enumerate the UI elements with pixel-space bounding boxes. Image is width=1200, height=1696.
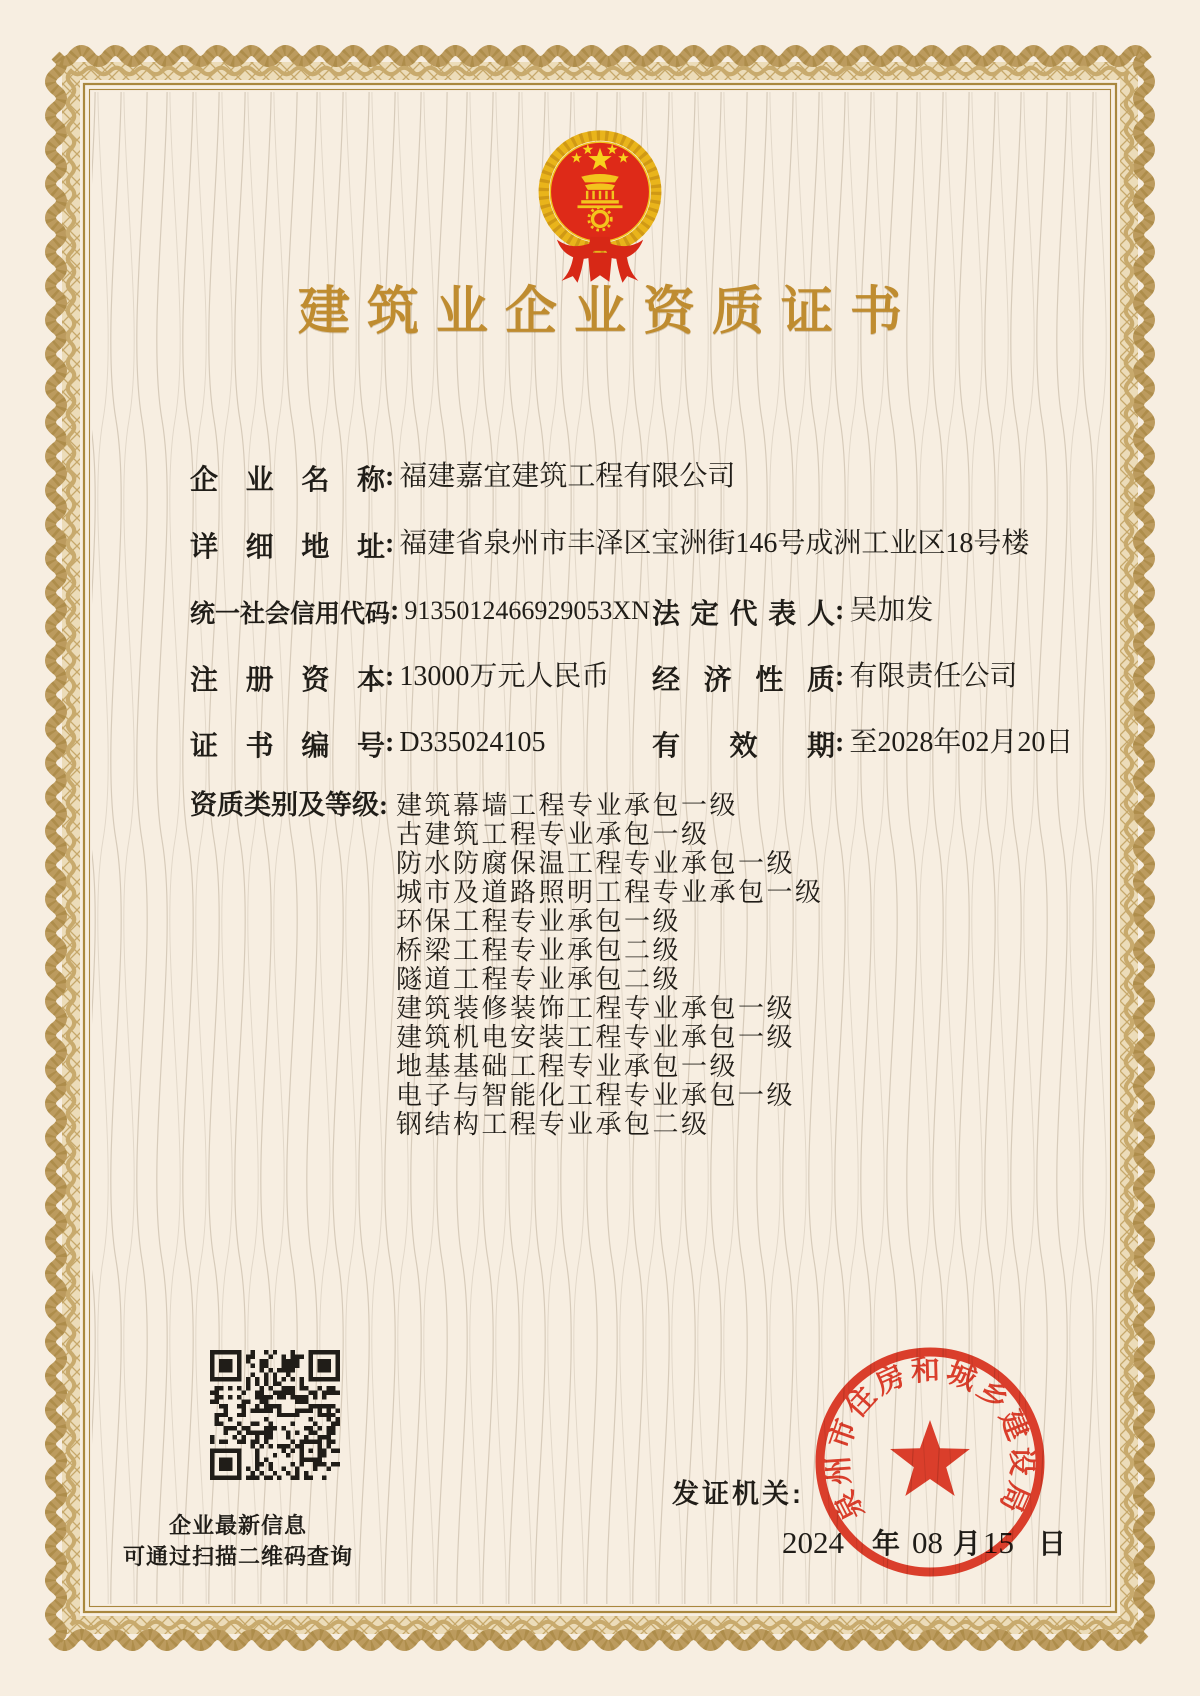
- year-unit: 年: [872, 1528, 901, 1559]
- capital-value: 13000万元人民币: [399, 661, 610, 692]
- colon: :: [385, 661, 395, 692]
- colon: :: [835, 595, 845, 626]
- certificate-title: 建筑业企业资质证书: [297, 284, 919, 341]
- credit-code-label: 统一社会信用代码: [190, 601, 391, 628]
- field-row-credit-code: [190, 594, 1120, 628]
- capital-label: 注册资本: [190, 665, 385, 696]
- seal-arc-text: 泉州市住房和城乡建设局: [822, 1354, 1038, 1526]
- colon: :: [385, 461, 395, 492]
- legal-rep-label: 法定代表人: [652, 599, 835, 630]
- validity-label: 有效期: [652, 731, 835, 762]
- day-unit: 日: [1038, 1528, 1067, 1559]
- colon: :: [835, 661, 845, 692]
- validity-value: 至2028年02月20日: [849, 727, 1074, 758]
- qualification-item: 环保工程专业承包一级: [396, 907, 682, 936]
- address-label: 详细地址: [190, 532, 385, 563]
- qualification-item: 建筑机电安装工程专业承包一级: [396, 1023, 796, 1052]
- qr-caption-line1: 企业最新信息: [168, 1513, 307, 1538]
- qualification-item: 电子与智能化工程专业承包一级: [396, 1081, 796, 1110]
- qualification-item: 建筑幕墙工程专业承包一级: [396, 791, 739, 820]
- address-value: 福建省泉州市丰泽区宝洲街146号成洲工业区18号楼: [399, 528, 1030, 559]
- qualification-item: 防水防腐保温工程专业承包一级: [396, 849, 796, 878]
- company-name-label: 企业名称: [190, 465, 385, 496]
- field-row-company: [190, 460, 1120, 494]
- cert-no-value: D335024105: [399, 727, 546, 758]
- qualification-item: 桥梁工程专业承包二级: [396, 936, 682, 965]
- qualifications-list: [396, 791, 1096, 1139]
- issue-year: 2024: [782, 1525, 844, 1560]
- colon: :: [835, 727, 845, 758]
- seal-star: [890, 1420, 970, 1496]
- qualification-item: 建筑装修装饰工程专业承包一级: [396, 994, 796, 1023]
- cert-no-label: 证书编号: [190, 731, 385, 762]
- colon: :: [385, 528, 395, 559]
- company-name-value: 福建嘉宜建筑工程有限公司: [399, 461, 736, 492]
- field-row-capital: [190, 660, 1120, 694]
- national-emblem-icon: [525, 120, 675, 286]
- issuer-label: 发证机关:: [672, 1479, 804, 1509]
- qualification-item: 城市及道路照明工程专业承包一级: [396, 878, 824, 907]
- qualification-item: 古建筑工程专业承包一级: [396, 820, 710, 849]
- economic-nature-label: 经济性质: [652, 665, 835, 696]
- qualification-item: 隧道工程专业承包二级: [396, 965, 682, 994]
- qualification-item: 钢结构工程专业承包二级: [396, 1110, 710, 1139]
- field-economic-nature: [652, 660, 1017, 694]
- economic-nature-value: 有限责任公司: [849, 661, 1018, 692]
- official-seal: [795, 1327, 1065, 1597]
- month-unit: 月: [953, 1528, 982, 1559]
- field-row-cert-no: [190, 726, 1120, 760]
- colon: :: [379, 790, 388, 820]
- colon: :: [792, 1479, 804, 1509]
- field-legal-rep: [652, 594, 933, 628]
- qr-caption-line2: 可通过扫描二维码查询: [122, 1544, 353, 1569]
- qr-code: [210, 1350, 340, 1480]
- colon: :: [390, 595, 400, 626]
- issue-month: 08: [912, 1525, 944, 1560]
- field-validity: [652, 726, 1073, 760]
- issue-day: 15: [983, 1525, 1015, 1560]
- qualification-item: 地基基础工程专业承包一级: [396, 1052, 739, 1081]
- field-row-address: [190, 527, 1120, 561]
- qualifications-label: 资质类别及等级: [190, 790, 379, 820]
- qualifications-section: [190, 790, 824, 1139]
- qr-caption: [118, 1510, 358, 1572]
- colon: :: [385, 727, 395, 758]
- legal-rep-value: 吴加发: [849, 595, 934, 626]
- credit-code-value: 9135012466929053XN: [404, 596, 650, 625]
